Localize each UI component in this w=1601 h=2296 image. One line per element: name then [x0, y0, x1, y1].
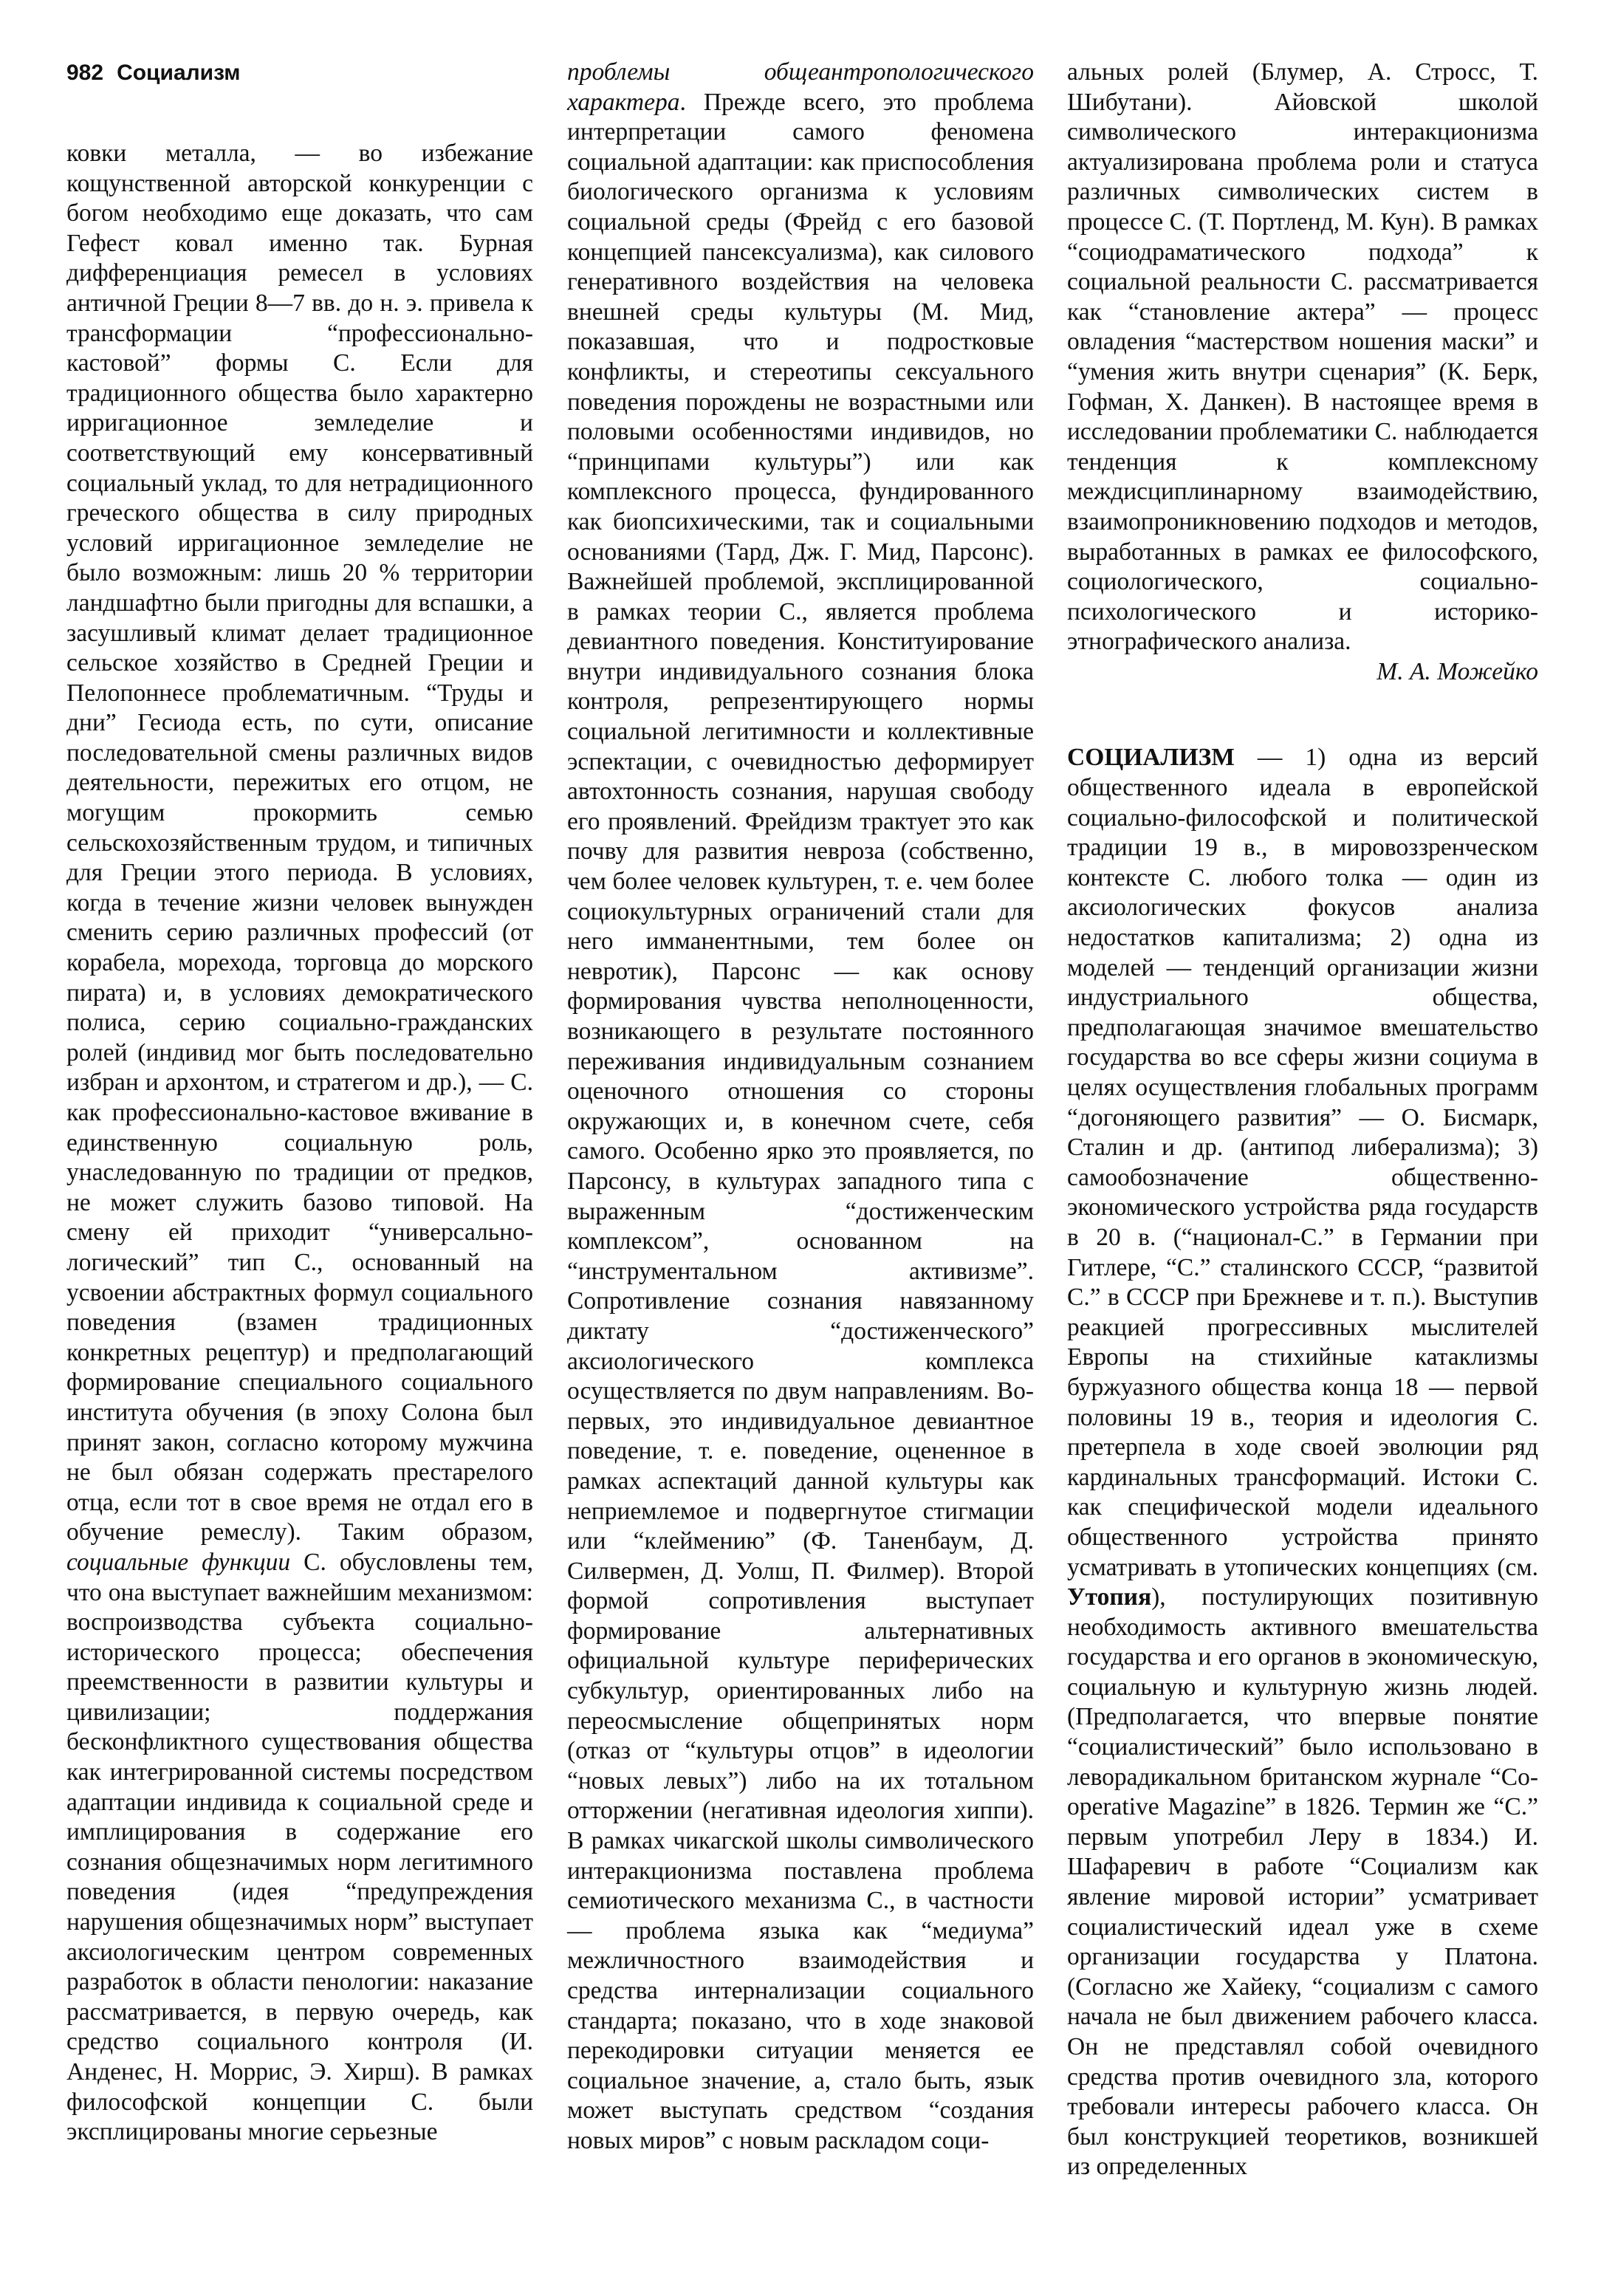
running-head: [66, 61, 240, 86]
text-run: альных ролей (Блумер, А. Стросс, Т. Шибутани). Айовской школой символического интеракционизма актуализирована проблема роли и статуса различных символических систем в процессе С. (Т. Портленд, М. Кун). В рамках “социодраматического подхода” к социальной реальности С. рассматривается как “становление актера” — процесс овладения “мастерством ношения маски” и “умения жить внутри сценария” (К. Берк, Гофман, Х. Данкен). В настоящее время в исследовании проблематики С. наблюдается тенденция к комплексному междисциплинарному взаимодействию, взаимопроникновению подходов и методов, выработанных в рамках ее философского, социологического, социально-психологического и историко-этнографического анализа.: [1067, 58, 1538, 656]
text-run: . Прежде всего, это проблема интерпретации самого феномена социальной адаптации: как приспособления биологического организма к условиям социальной среды (Фрейд с его базовой концепцией пансексуализма), как силового генеративного воздействия на человека внешней среды культуры (М. Мид, показавшая, что и подростковые конфликты, и стереотипы сексуального поведения порождены не возрастными или половыми особенностями индивидов, но “принципами культуры”) или как комплексного процесса, фундированного как биопсихическими, так и социальными основаниями (Тард, Дж. Г. Мид, Парсонс). Важнейшей проблемой, эксплицированной в рамках теории С., является проблема девиантного поведения. Конституирование внутри индивидуального сознания блока контроля, репрезентирующего нормы социальной легитимности и коллективные эспектации, с очевидностью деформирует автохтонность сознания, нарушая свободу его проявлений. Фрейдизм трактует это как почву для развития невроза (собственно, чем более человек культурен, т. е. чем более социокультурных ограничений стали для него имманентными, тем более он невротик), Парсонс — как основу формирования чувства неполноценности, возникающего в результате постоянного переживания индивидуальным сознанием оценочного отношения со стороны окружающих и, в конечном счете, себя самого. Особенно ярко это проявляется, по Парсонсу, в культурах западного типа с выраженным “достиженческим комплексом”, основанном на “инструментальном активизме”. Сопротивление сознания навязанному диктату “достиженческого” аксиологического комплекса осуществляется по двум направлениям. Во-первых, это индивидуальное девиантное поведение, т. е. поведение, оцененное в рамках аспектаций данной культуры как неприемлемое и подвергнутое стигмации или “клеймению” (Ф. Таненбаум, Д. Силвермен, Д. Уолш, П. Филмер). Второй формой сопротивления выступает формирование альтернативных официальной культуре периферических субкультур, ориентированных либо на переосмысление общепринятых норм (отказ от “культуры отцов” в идеологии “новых левых”) либо на их тотальном отторжении (негативная идеология хиппи). В рамках чикагской школы символического интеракционизма поставлена проблема семиотического механизма С., в частности — проблема языка как “медиума” межличностного взаимодействия и средства интернализации социального стандарта; показано, что в ходе знаковой перекодировки ситуации меняется ее социальное значение, а, стало быть, язык может выступать средством “создания новых миров” с новым раскладом соци-: [567, 88, 1034, 2154]
text-run: С. обусловлены тем, что она выступает важнейшим механизмом: воспроизводства субъекта социально-исторического процесса; обеспечения преемственности в развитии культуры и цивилизации; поддержания бесконфликтного существования общества как интегрированной системы посредством адаптации индивида к социальной среде и имплицирования в содержание его сознания общезначимых норм легитимного поведения (идея “предупреждения нарушения общезначимых норм” выступает аксиологическим центром современных разработок в области пенологии: наказание рассматривается, в первую очередь, как средство социального контроля (И. Анденес, Н. Моррис, Э. Хирш). В рамках философской концепции С. были эксплицированы многие серьезные: [66, 1548, 533, 2146]
text-column-1: [66, 139, 533, 2148]
entry-title: СОЦИАЛИЗМ: [1067, 744, 1235, 772]
entry-paragraph: [1067, 743, 1538, 2182]
italic-term: социальные функции: [66, 1548, 291, 1576]
paragraph: [567, 58, 1034, 2156]
running-title: Социализм: [117, 61, 241, 85]
cross-reference-link[interactable]: Утопия: [1067, 1583, 1152, 1611]
italic-term: проблемы общеантропологического характера: [567, 58, 1034, 116]
paragraph: [1067, 58, 1538, 657]
page-number: 982: [66, 61, 104, 85]
text-column-2: [567, 58, 1034, 2156]
text-run: — 1) одна из версий общественного идеала в европейской социально-философской и политической традиции 19 в., в мировоззренческом контексте С. любого толка — один из аксиологических фокусов анализа недостатков капитализма; 2) одна из моделей — тенденций организации жизни индустриального общества, предполагающая значимое вмешательство государства во все сферы жизни социума в целях осуществления глобальных программ “догоняющего развития” — О. Бисмарк, Сталин и др. (антипод либерализма); 3) самообозначение общественно-экономического устройства ряда государств в 20 в. (“национал-С.” в Германии при Гитлере, “С.” сталинского СССР, “развитой С.” в СССР при Брежневе и т. п.). Выступив реакцией прогрессивных мыслителей Европы на стихийные катаклизмы буржуазного общества конца 18 — первой половины 19 в., теория и идеология С. претерпела в ходе своей эволюции ряд кардинальных трансформаций. Истоки С. как специфической модели идеального общественного устройства принято усматривать в утопических концепциях (см.: [1067, 744, 1538, 1581]
author-signature: М. А. Можейко: [1377, 657, 1538, 685]
text-column-3: [1067, 58, 1538, 2182]
text-run: ковки металла, — во избежание кощунственной авторской конкуренции с богом необходимо еще доказать, что сам Гефест ковал именно так. Бурная дифференциация ремесел в условиях античной Греции 8—7 вв. до н. э. привела к трансформации “профессионально-кастовой” формы С. Если для традиционного общества было характерно ирригационное земледелие и соответствующий ему консервативный социальный уклад, то для нетрадиционного греческого общества в силу природных условий ирригационное земледелие не было возможным: лишь 20 % территории ландшафтно были пригодны для вспашки, а засушливый климат делает традиционное сельское хозяйство в Средней Греции и Пелопоннесе проблематичным. “Труды и дни” Гесиода есть, по сути, описание последовательной смены различных видов деятельности, пережитых его отцом, не могущим прокормить семью сельскохозяйственным трудом, и типичных для Греции этого периода. В условиях, когда в течение жизни человек вынужден сменить серию различных профессий (от корабела, морехода, торговца до морского пирата) и, в условиях демократического полиса, серию социально-гражданских ролей (индивид мог быть последовательно избран и архонтом, и стратегом и др.), — С. как профессионально-кастовое вживание в единственную социальную роль, унаследованную по традиции от предков, не может служить базово типовой. На смену ей приходит “универсально-логический” тип С., основанный на усвоении абстрактных формул социального поведения (взамен традиционных конкретных рецептур) и предполагающий формирование специального социального института обучения (в эпоху Солона был принят закон, согласно которому мужчина не был обязан содержать престарелого отца, если тот в свое время не отдал его в обучение ремеслу). Таким образом,: [66, 140, 533, 1546]
paragraph: [66, 139, 533, 2148]
text-run: ), постулирующих позитивную необходимость активного вмешательства государства и его органов в экономическую, социальную и культурную жизнь людей. (Предполагается, что впервые понятие “социалистический” было использовано в леворадикальном британском журнале “Co-operative Magazine” в 1826. Термин же “С.” первым употребил Леру в 1834.) И. Шафаревич в работе “Социализм как явление мировой истории” усматривает социалистический идеал уже в схеме организации государства у Платона. (Согласно же Хайеку, “социализм с самого начала не был движением рабочего класса. Он не представлял собой очевидного средства против очевидного зла, которого требовали интересы рабочего класса. Он был конструкцией теоретиков, возникшей из определенных: [1067, 1583, 1538, 2181]
